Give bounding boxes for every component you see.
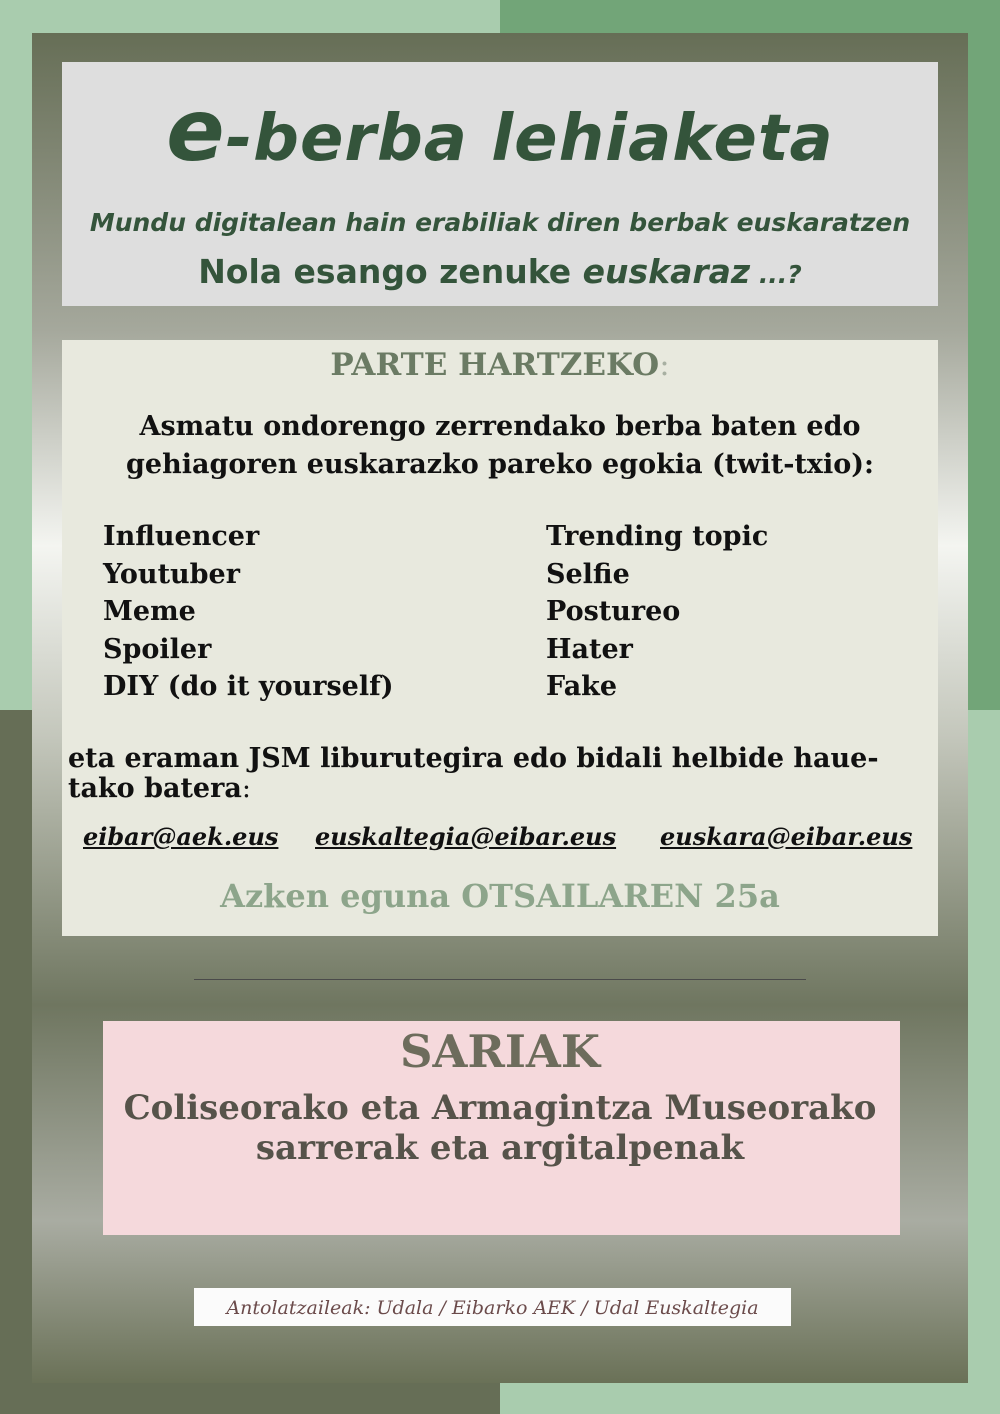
poster-subtitle: Mundu digitalean hain erabiliak diren berbak euskaratzen — [89, 208, 911, 237]
deadline-text: Azken eguna OTSAILAREN 25a — [220, 877, 780, 915]
divider-line — [194, 979, 806, 980]
word-item: DIY (do it yourself) — [103, 671, 394, 702]
word-list-left — [103, 518, 394, 706]
organizers-text: Antolatzaileak: Udala / Eibarko AEK / Udal Euskaltegia — [226, 1297, 759, 1319]
word-item: Youtuber — [103, 558, 240, 590]
word-item: Fake — [546, 671, 618, 702]
word-item: Trending topic — [546, 521, 769, 552]
poster-question: Nola esango zenuke euskaraz ...? — [198, 252, 802, 291]
word-item: Influencer — [103, 521, 260, 552]
submission-line: eta eraman JSM liburutegira edo bidali helbide haue- — [68, 743, 879, 774]
word-item: Hater — [546, 633, 633, 665]
prizes-title: SARIAK — [400, 1025, 600, 1078]
word-item: Selfie — [546, 558, 630, 590]
prizes-description — [0, 1088, 1000, 1168]
word-item: Spoiler — [103, 633, 212, 665]
instruction-line: Asmatu ondorengo zerrendako berba baten edo — [139, 411, 861, 442]
email-link-euskara[interactable]: euskara@eibar.eus — [660, 822, 913, 851]
word-list-right — [546, 518, 768, 706]
participation-title: PARTE HARTZEKO: — [330, 347, 670, 383]
submission-line: tako batera: — [68, 773, 251, 804]
instruction-line: gehiagoren euskarazko pareko egokia (twit-txio): — [126, 449, 874, 480]
word-item: Meme — [103, 596, 196, 627]
poster-title: e-berba lehiaketa — [166, 81, 834, 181]
submission-instructions — [68, 744, 928, 804]
email-link-aek[interactable]: eibar@aek.eus — [83, 822, 279, 851]
prizes-line: sarrerak eta argitalpenak — [255, 1128, 745, 1168]
email-link-euskaltegia[interactable]: euskaltegia@eibar.eus — [315, 822, 617, 851]
participation-instructions — [0, 408, 1000, 484]
word-item: Postureo — [546, 596, 681, 627]
prizes-line: Coliseorako eta Armagintza Museorako — [123, 1088, 877, 1128]
